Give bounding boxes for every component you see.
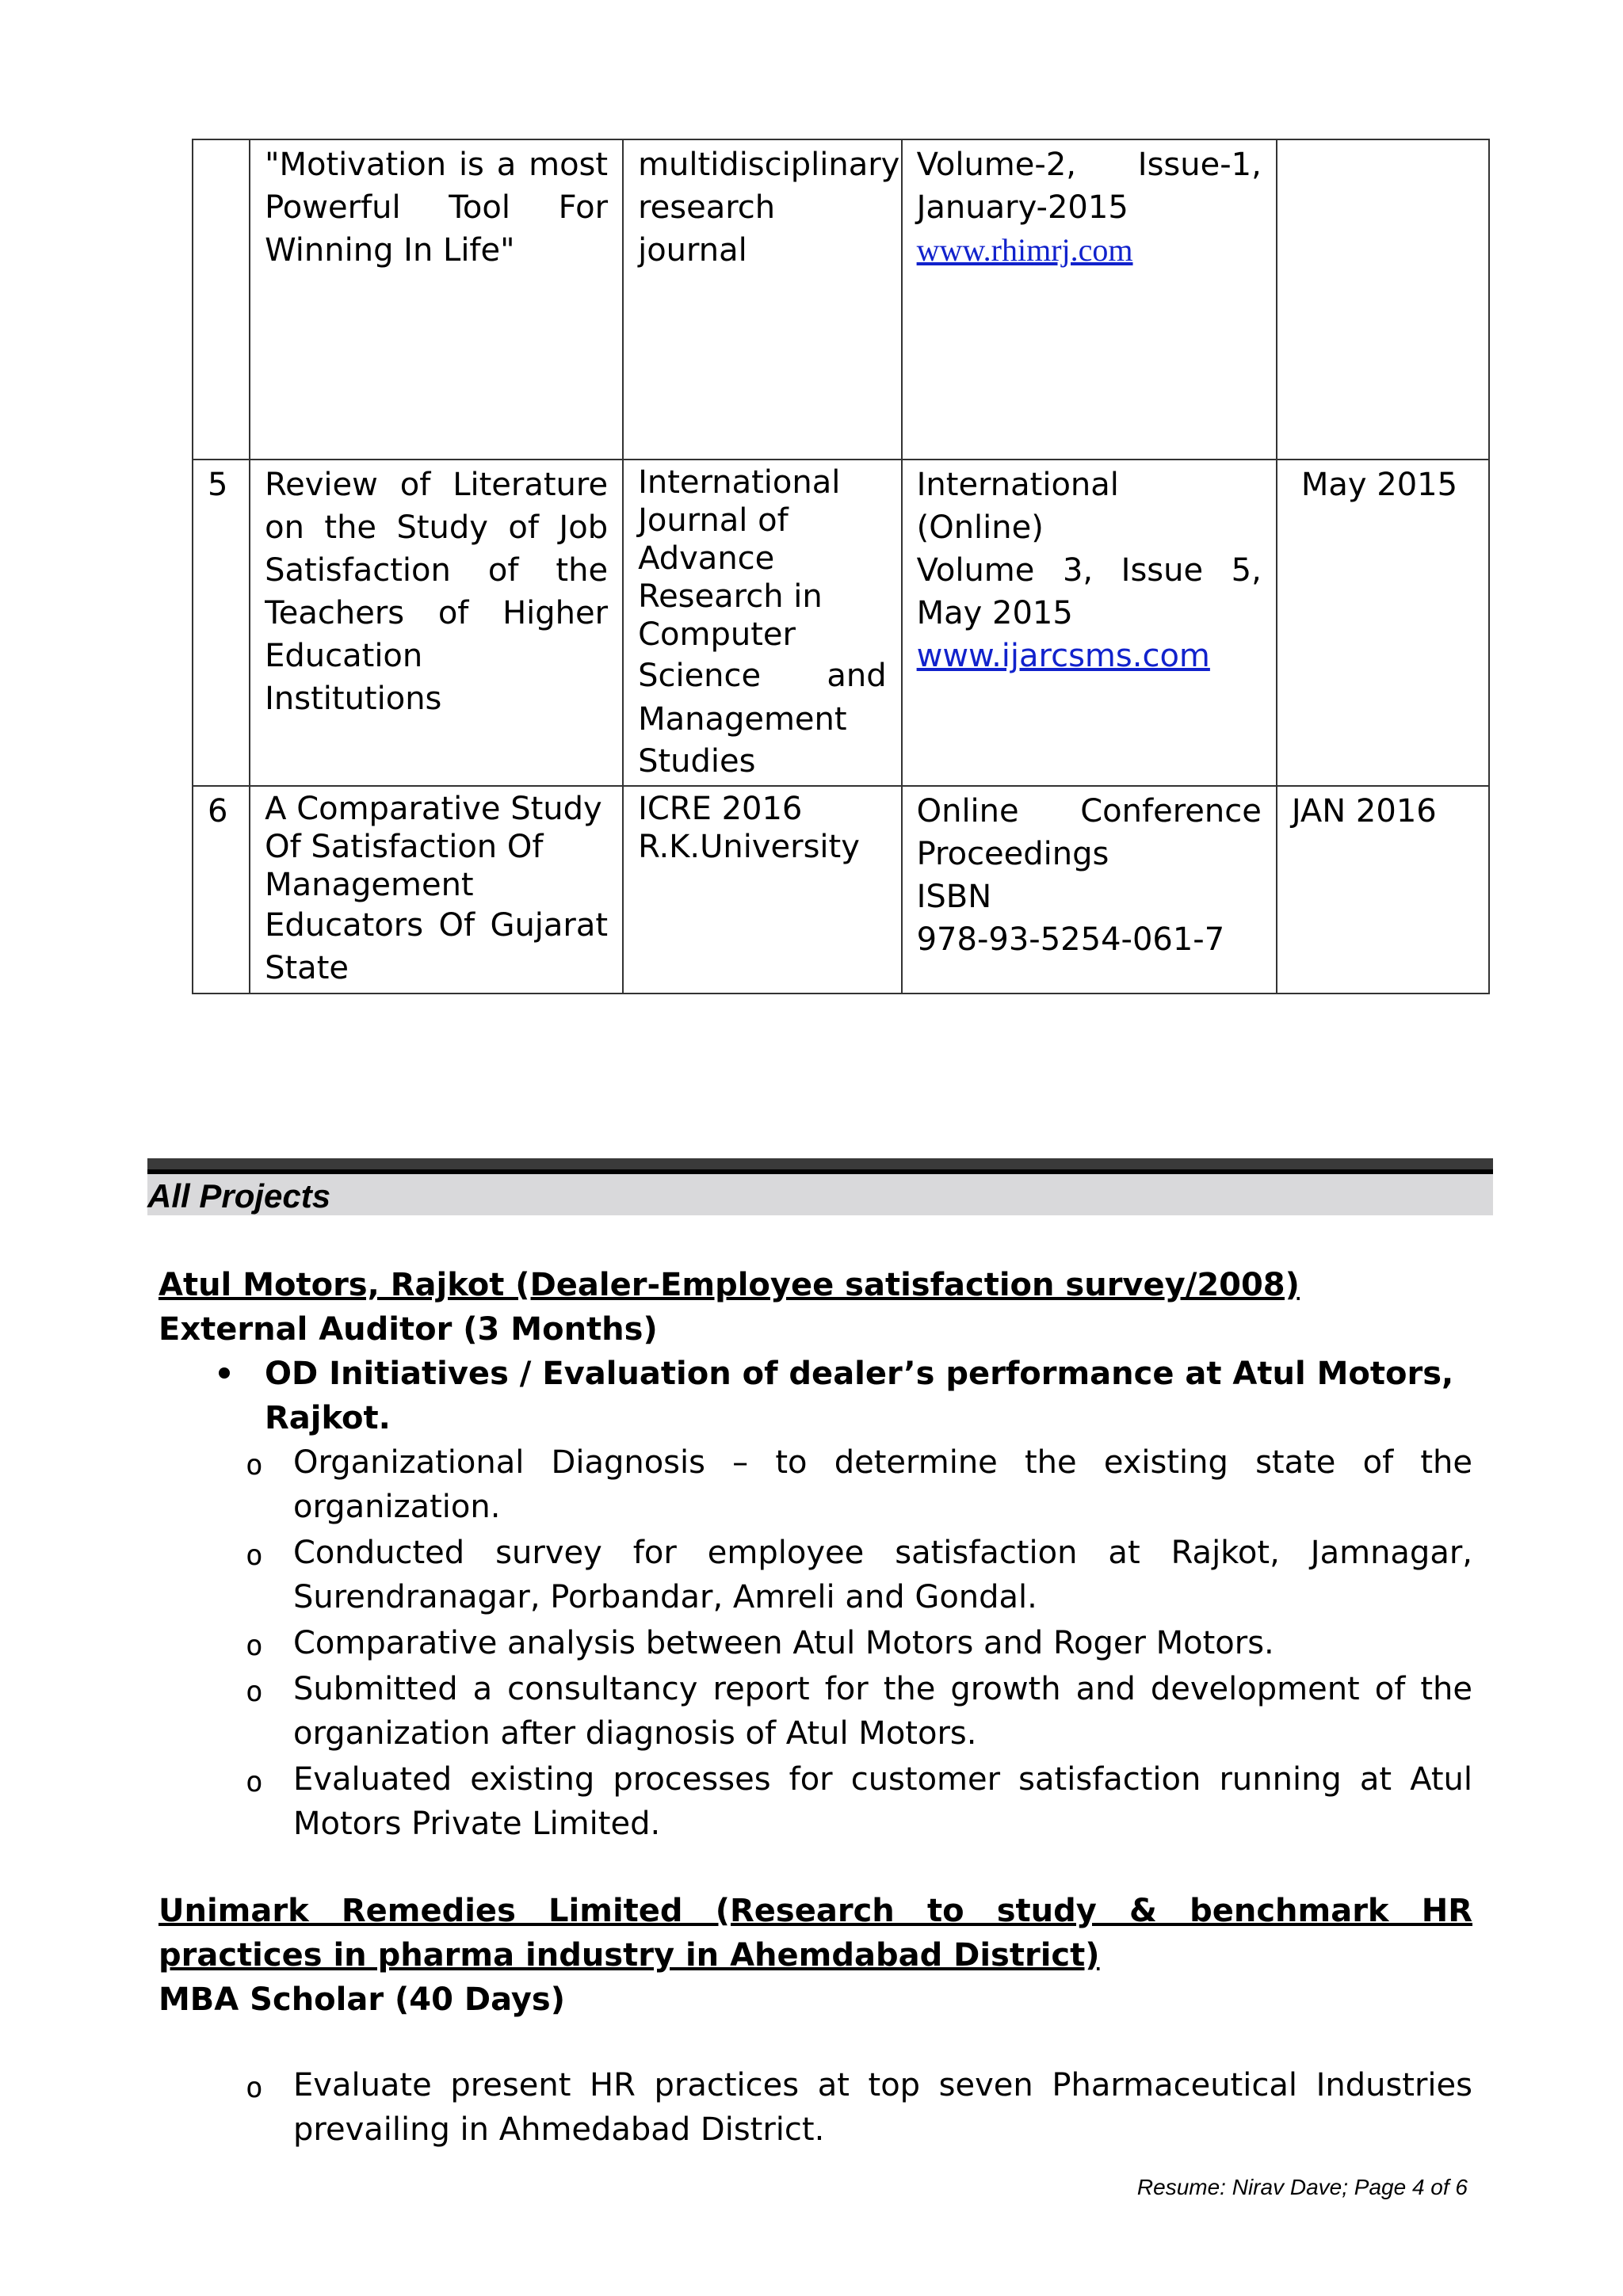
publication-details — [902, 139, 1277, 460]
journal-line: multidisciplinary — [638, 147, 900, 183]
journal-line: Research in — [638, 578, 823, 615]
paper-title — [250, 460, 623, 786]
details-line: ISBN — [916, 879, 992, 915]
spacer — [158, 1848, 1472, 1889]
journal-line: Journal of — [638, 502, 789, 539]
row-number: 5 — [193, 460, 250, 786]
journal-line: Management — [638, 701, 847, 738]
paper-title-line: Winning In Life" — [265, 232, 515, 269]
journal-line: International — [638, 464, 841, 501]
details-line: May 2015 — [916, 595, 1073, 631]
journal-link[interactable]: www.rhimrj.com — [916, 232, 1133, 268]
project-bullet: OD Initiatives / Evaluation of dealer’s performance at Atul Motors, Rajkot. — [265, 1352, 1472, 1440]
project-subitems — [158, 1440, 1472, 1846]
paper-title-line: Educators Of Gujarat — [265, 907, 609, 944]
paper-title-line: Review of Literature — [265, 467, 609, 503]
section-title: All Projects — [147, 1177, 331, 1215]
journal-line: R.K.University — [638, 829, 860, 865]
list-item: o Submitted a consultancy report for the growth and development of the organization after diagnosis of Atul Motors. — [293, 1667, 1472, 1756]
journal-line: Computer — [638, 616, 796, 653]
spacer — [158, 2022, 1472, 2063]
publication-date: May 2015 — [1277, 460, 1489, 786]
project-title: Atul Motors, Rajkot (Dealer-Employee satisfaction survey/2008) — [158, 1267, 1300, 1303]
table-row — [193, 139, 1489, 460]
paper-title-line: Management — [265, 867, 474, 903]
projects-list — [158, 1263, 1472, 2153]
list-item: o Conducted survey for employee satisfaction at Rajkot, Jamnagar, Surendranagar, Porbandar, Amreli and Gondal. — [293, 1531, 1472, 1619]
list-item: o Organizational Diagnosis – to determine the existing state of the organization. — [293, 1440, 1472, 1529]
table-row — [193, 460, 1489, 786]
journal-name — [623, 460, 902, 786]
paper-title — [250, 139, 623, 460]
journal-line: Advance — [638, 540, 775, 577]
details-line: Proceedings — [916, 836, 1109, 872]
paper-title-line: "Motivation is a most — [265, 147, 609, 183]
journal-name — [623, 786, 902, 994]
publication-details — [902, 460, 1277, 786]
details-line: Volume-2, Issue-1, — [916, 147, 1262, 183]
paper-title-line: Powerful Tool For — [265, 189, 609, 226]
paper-title — [250, 786, 623, 994]
paper-title-line: on the Study of Job — [265, 509, 609, 546]
list-item: o Comparative analysis between Atul Motors and Roger Motors. — [293, 1621, 1472, 1665]
journal-name — [623, 139, 902, 460]
paper-title-line: Teachers of Higher — [265, 595, 609, 631]
publication-details — [902, 786, 1277, 994]
journal-line: research journal — [638, 189, 776, 269]
project-title: Unimark Remedies Limited (Research to study & benchmark HR practices in pharma industry in Ahemdabad District) — [158, 1893, 1472, 1974]
project-item — [158, 1889, 1472, 2152]
paper-title-line: State — [265, 950, 349, 986]
page-footer: Resume: Nirav Dave; Page 4 of 6 — [1136, 2175, 1468, 2199]
publications-table — [192, 139, 1490, 994]
paper-title-line: Satisfaction of the — [265, 552, 609, 589]
journal-line: ICRE 2016 — [638, 791, 803, 827]
table-row — [193, 786, 1489, 994]
paper-title-line: A Comparative Study — [265, 791, 602, 827]
paper-title-line: Of Satisfaction Of — [265, 829, 544, 865]
details-line: 978-93-5254-061-7 — [916, 921, 1225, 958]
project-role: External Auditor (3 Months) — [158, 1311, 658, 1348]
list-item: o Evaluate present HR practices at top seven Pharmaceutical Industries prevailing in Ahmedabad District. — [293, 2063, 1472, 2152]
row-number — [193, 139, 250, 460]
publication-date: JAN 2016 — [1277, 786, 1489, 994]
details-line: International — [916, 467, 1119, 503]
project-item — [158, 1263, 1472, 1846]
details-line: Online Conference — [916, 793, 1262, 830]
details-line: January-2015 — [916, 189, 1128, 226]
project-bullets — [158, 1352, 1472, 1440]
journal-line: Studies — [638, 743, 756, 780]
project-subitems — [158, 2063, 1472, 2152]
section-divider — [147, 1158, 1493, 1169]
details-line: (Online) — [916, 509, 1044, 546]
paper-title-line: Education Institutions — [265, 638, 442, 717]
journal-link[interactable]: www.ijarcsms.com — [916, 638, 1210, 674]
section-header — [147, 1174, 1493, 1215]
publication-date — [1277, 139, 1489, 460]
details-line: Volume 3, Issue 5, — [916, 552, 1262, 589]
list-item: o Evaluated existing processes for customer satisfaction running at Atul Motors Private Limited. — [293, 1757, 1472, 1846]
row-number: 6 — [193, 786, 250, 994]
journal-line: Science and — [638, 658, 887, 694]
project-role: MBA Scholar (40 Days) — [158, 1981, 566, 2018]
